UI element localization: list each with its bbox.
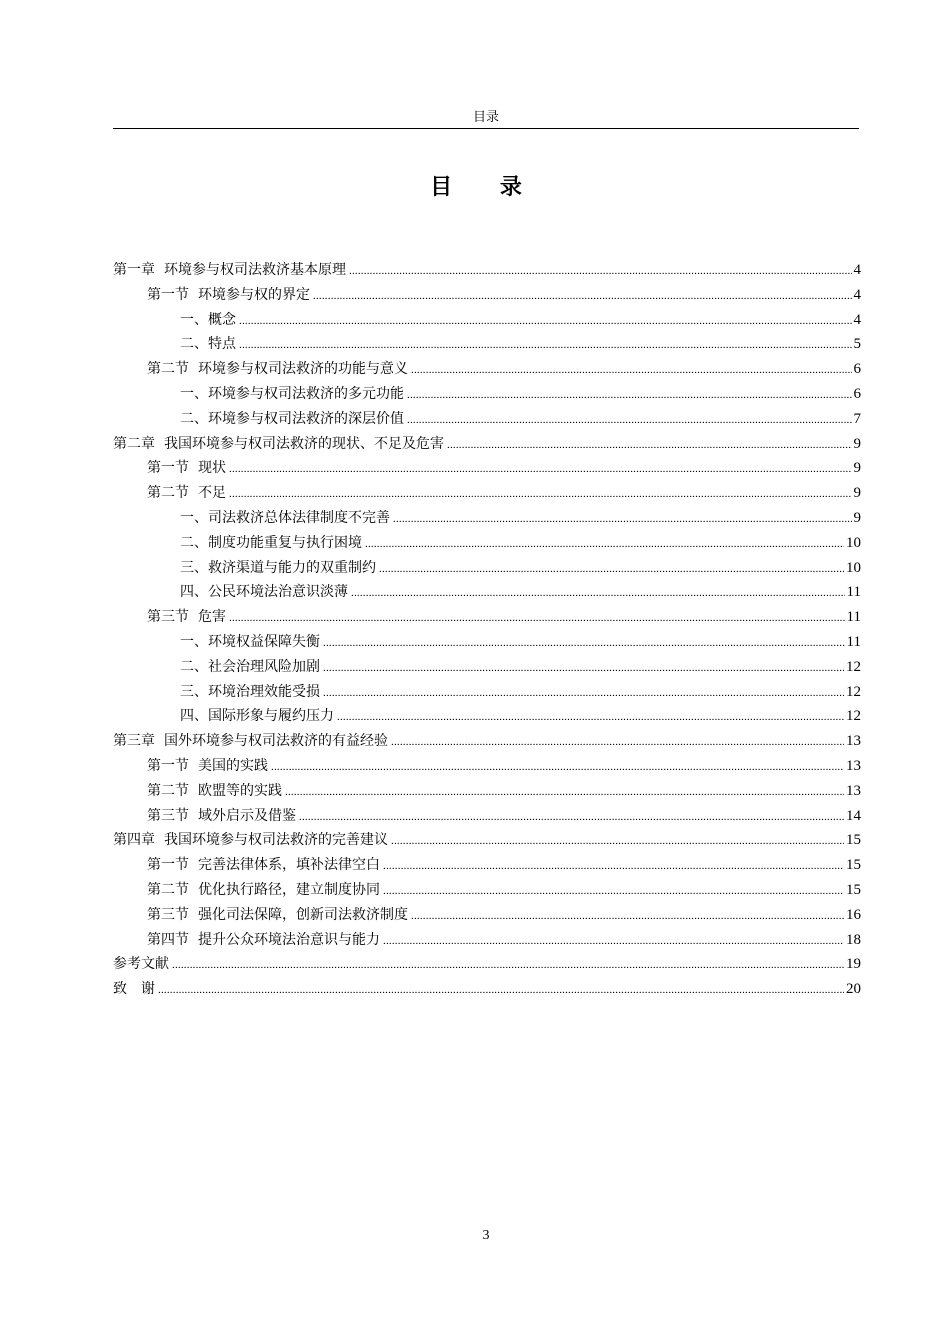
toc-entry-title bbox=[113, 829, 388, 849]
toc-entry-page: 9 bbox=[853, 435, 861, 452]
toc-dot-leader bbox=[349, 265, 852, 277]
toc-entry-page: 4 bbox=[853, 311, 861, 328]
toc-entry-page: 4 bbox=[853, 286, 861, 303]
toc-entry-page: 19 bbox=[846, 956, 861, 973]
toc-entry-label: 现状 bbox=[198, 460, 226, 477]
toc-entry-title bbox=[180, 631, 320, 651]
toc-entry-label: 我国环境参与权司法救济的完善建议 bbox=[164, 832, 388, 849]
toc-entry-title bbox=[113, 259, 346, 279]
toc-entry-page: 11 bbox=[846, 609, 861, 626]
toc-entry-page: 15 bbox=[846, 881, 861, 898]
toc-entry-page: 11 bbox=[846, 633, 861, 650]
toc-entry[interactable] bbox=[113, 259, 861, 284]
toc-entry-number: 第二章 bbox=[113, 435, 155, 452]
toc-dot-leader bbox=[172, 959, 844, 971]
toc-entry-page: 13 bbox=[846, 782, 861, 799]
toc-entry[interactable] bbox=[113, 705, 861, 730]
toc-entry-number: 第四章 bbox=[113, 832, 155, 849]
toc-entry-label: 四、国际形象与履约压力 bbox=[180, 708, 334, 725]
toc-dot-leader bbox=[239, 315, 852, 327]
toc-entry[interactable] bbox=[113, 408, 861, 433]
toc-dot-leader bbox=[393, 513, 852, 525]
toc-entry-label: 环境参与权司法救济的功能与意义 bbox=[198, 361, 408, 378]
toc-dot-leader bbox=[379, 563, 844, 575]
toc-dot-leader bbox=[229, 612, 845, 624]
toc-entry-title bbox=[180, 705, 334, 725]
header-rule bbox=[113, 128, 859, 129]
toc-entry-title bbox=[147, 780, 282, 800]
toc-entry-title bbox=[180, 309, 236, 329]
toc-entry-title bbox=[180, 656, 320, 676]
toc-dot-leader bbox=[323, 687, 844, 699]
toc-dot-leader bbox=[411, 364, 852, 376]
toc-entry-title bbox=[147, 879, 380, 899]
toc-entry-label: 域外启示及借鉴 bbox=[198, 807, 296, 824]
toc-entry[interactable] bbox=[113, 805, 861, 830]
toc-entry-label: 参考文献 bbox=[113, 956, 169, 973]
toc-entry[interactable] bbox=[113, 383, 861, 408]
toc-entry[interactable] bbox=[113, 631, 861, 656]
toc-entry-page: 16 bbox=[846, 906, 861, 923]
toc-entry-page: 18 bbox=[846, 931, 861, 948]
toc-entry-label: 美国的实践 bbox=[198, 757, 268, 774]
toc-entry-number: 第二节 bbox=[147, 782, 189, 799]
toc-dot-leader bbox=[391, 736, 844, 748]
toc-entry[interactable] bbox=[113, 829, 861, 854]
toc-entry-page: 10 bbox=[846, 534, 861, 551]
toc-entry-label: 二、制度功能重复与执行困境 bbox=[180, 534, 362, 551]
toc-dot-leader bbox=[407, 389, 852, 401]
toc-entry-page: 14 bbox=[846, 807, 861, 824]
toc-entry-label: 环境参与权司法救济基本原理 bbox=[164, 262, 346, 278]
toc-entry-title bbox=[113, 730, 388, 750]
toc-entry-title bbox=[147, 284, 310, 304]
toc-entry-label: 一、司法救济总体法律制度不完善 bbox=[180, 509, 390, 526]
toc-entry-label: 我国环境参与权司法救济的现状、不足及危害 bbox=[164, 435, 444, 452]
toc-entry-label: 一、环境权益保障失衡 bbox=[180, 633, 320, 650]
toc-entry-number: 第三节 bbox=[147, 609, 189, 626]
toc-entry[interactable] bbox=[113, 755, 861, 780]
toc-entry-number: 第二节 bbox=[147, 485, 189, 502]
toc-entry-page: 5 bbox=[853, 336, 861, 353]
toc-entry[interactable] bbox=[113, 929, 861, 954]
toc-entry[interactable] bbox=[113, 904, 861, 929]
toc-dot-leader bbox=[411, 910, 844, 922]
toc-entry-label: 二、社会治理风险加剧 bbox=[180, 658, 320, 675]
toc-entry[interactable] bbox=[113, 333, 861, 358]
toc-entry-number: 第四节 bbox=[147, 931, 189, 948]
toc-entry[interactable] bbox=[113, 532, 861, 557]
page-title: 目 录 bbox=[430, 175, 542, 200]
toc-entry-number: 第一节 bbox=[147, 460, 189, 477]
toc-entry-number: 第三节 bbox=[147, 807, 189, 824]
toc-entry-label: 四、公民环境法治意识淡薄 bbox=[180, 584, 348, 601]
toc-entry-label: 三、救济渠道与能力的双重制约 bbox=[180, 559, 376, 576]
toc-dot-leader bbox=[229, 463, 852, 475]
toc-entry-page: 15 bbox=[846, 832, 861, 849]
toc-entry-page: 4 bbox=[853, 262, 861, 278]
toc-dot-leader bbox=[337, 711, 844, 723]
toc-entry-title bbox=[147, 854, 380, 874]
page-number: 3 bbox=[482, 1228, 490, 1243]
toc-dot-leader bbox=[383, 885, 844, 897]
toc-entry-page: 6 bbox=[853, 361, 861, 378]
toc-dot-leader bbox=[365, 538, 844, 550]
toc-entry-label: 二、特点 bbox=[180, 336, 236, 353]
toc-entry[interactable] bbox=[113, 457, 861, 482]
toc-entry-label: 完善法律体系，填补法律空白 bbox=[198, 857, 380, 874]
toc-entry[interactable] bbox=[113, 730, 861, 755]
toc-entry-page: 20 bbox=[846, 981, 861, 998]
toc-entry-label: 优化执行路径，建立制度协同 bbox=[198, 881, 380, 898]
toc-entry[interactable] bbox=[113, 953, 861, 978]
toc-entry-page: 9 bbox=[853, 460, 861, 477]
toc-entry-title bbox=[180, 507, 390, 527]
toc-entry-title bbox=[147, 805, 296, 825]
toc-entry-number: 第一节 bbox=[147, 757, 189, 774]
toc-dot-leader bbox=[447, 439, 852, 451]
toc-dot-leader bbox=[323, 637, 845, 649]
toc-entry-label: 提升公众环境法治意识与能力 bbox=[198, 931, 380, 948]
toc-entry-page: 12 bbox=[846, 683, 861, 700]
toc-entry-title bbox=[180, 333, 236, 353]
toc-entry-title bbox=[180, 383, 404, 403]
toc-entry-page: 13 bbox=[846, 757, 861, 774]
toc-entry-title bbox=[147, 457, 226, 477]
toc-entry-title bbox=[113, 433, 444, 453]
toc-entry-label: 致 谢 bbox=[113, 981, 155, 998]
toc-entry-label: 强化司法保障，创新司法救济制度 bbox=[198, 906, 408, 923]
toc-entry-number: 第三章 bbox=[113, 733, 155, 750]
toc-entry[interactable] bbox=[113, 606, 861, 631]
toc-entry-title bbox=[147, 929, 380, 949]
toc-dot-leader bbox=[383, 860, 844, 872]
toc-entry-title bbox=[147, 358, 408, 378]
toc-entry-page: 7 bbox=[853, 410, 861, 427]
toc-dot-leader bbox=[239, 339, 852, 351]
running-header: 目录 bbox=[472, 110, 499, 125]
toc-entry[interactable] bbox=[113, 482, 861, 507]
toc-entry[interactable] bbox=[113, 284, 861, 309]
toc-entry-label: 欧盟等的实践 bbox=[198, 782, 282, 799]
toc-entry-title bbox=[180, 681, 320, 701]
toc-entry[interactable] bbox=[113, 358, 861, 383]
toc-entry-title bbox=[180, 557, 376, 577]
toc-entry-page: 6 bbox=[853, 385, 861, 402]
toc-entry[interactable] bbox=[113, 433, 861, 458]
toc-entry[interactable] bbox=[113, 681, 861, 706]
toc-entry-page: 10 bbox=[846, 559, 861, 576]
toc-entry-title bbox=[147, 904, 408, 924]
toc-entry-label: 不足 bbox=[198, 485, 226, 502]
toc-entry-number: 第一节 bbox=[147, 286, 189, 303]
toc-entry[interactable] bbox=[113, 557, 861, 582]
toc-entry-title bbox=[180, 581, 348, 601]
toc-entry[interactable] bbox=[113, 507, 861, 532]
toc-entry-page: 15 bbox=[846, 857, 861, 874]
toc-dot-leader bbox=[391, 835, 844, 847]
toc-entry[interactable] bbox=[113, 879, 861, 904]
toc-entry-label: 一、概念 bbox=[180, 311, 236, 328]
toc-entry-title bbox=[113, 953, 169, 973]
toc-entry[interactable] bbox=[113, 581, 861, 606]
toc-entry-page: 9 bbox=[853, 509, 861, 526]
toc-entry-page: 9 bbox=[853, 485, 861, 502]
toc-entry-label: 一、环境参与权司法救济的多元功能 bbox=[180, 385, 404, 402]
toc-entry[interactable] bbox=[113, 309, 861, 334]
toc-dot-leader bbox=[351, 587, 845, 599]
toc-entry-title bbox=[180, 408, 404, 428]
toc-entry-number: 第二节 bbox=[147, 361, 189, 378]
toc-entry-title bbox=[147, 482, 226, 502]
toc-entry-number: 第一节 bbox=[147, 857, 189, 874]
toc-entry-label: 三、环境治理效能受损 bbox=[180, 683, 320, 700]
toc-dot-leader bbox=[313, 290, 852, 302]
toc-dot-leader bbox=[407, 414, 852, 426]
toc-dot-leader bbox=[158, 984, 844, 996]
toc-dot-leader bbox=[323, 662, 844, 674]
toc-entry-page: 13 bbox=[846, 733, 861, 750]
toc-entry-page: 11 bbox=[846, 584, 861, 601]
table-of-contents bbox=[113, 259, 861, 1003]
toc-entry-number: 第三节 bbox=[147, 906, 189, 923]
toc-dot-leader bbox=[299, 811, 844, 823]
toc-entry-number: 第一章 bbox=[113, 262, 155, 278]
toc-entry-title bbox=[147, 755, 268, 775]
toc-entry[interactable] bbox=[113, 780, 861, 805]
toc-dot-leader bbox=[285, 786, 844, 798]
toc-dot-leader bbox=[271, 761, 844, 773]
toc-entry-title bbox=[180, 532, 362, 552]
toc-dot-leader bbox=[229, 488, 852, 500]
toc-entry-label: 二、环境参与权司法救济的深层价值 bbox=[180, 410, 404, 427]
toc-dot-leader bbox=[383, 935, 844, 947]
toc-entry-number: 第二节 bbox=[147, 881, 189, 898]
toc-entry-title bbox=[113, 978, 155, 998]
toc-entry-label: 国外环境参与权司法救济的有益经验 bbox=[164, 733, 388, 750]
toc-entry-label: 环境参与权的界定 bbox=[198, 286, 310, 303]
toc-entry-label: 危害 bbox=[198, 609, 226, 626]
toc-entry-title bbox=[147, 606, 226, 626]
toc-entry[interactable] bbox=[113, 854, 861, 879]
toc-entry[interactable] bbox=[113, 978, 861, 1003]
toc-entry-page: 12 bbox=[846, 658, 861, 675]
toc-entry-page: 12 bbox=[846, 708, 861, 725]
toc-entry[interactable] bbox=[113, 656, 861, 681]
